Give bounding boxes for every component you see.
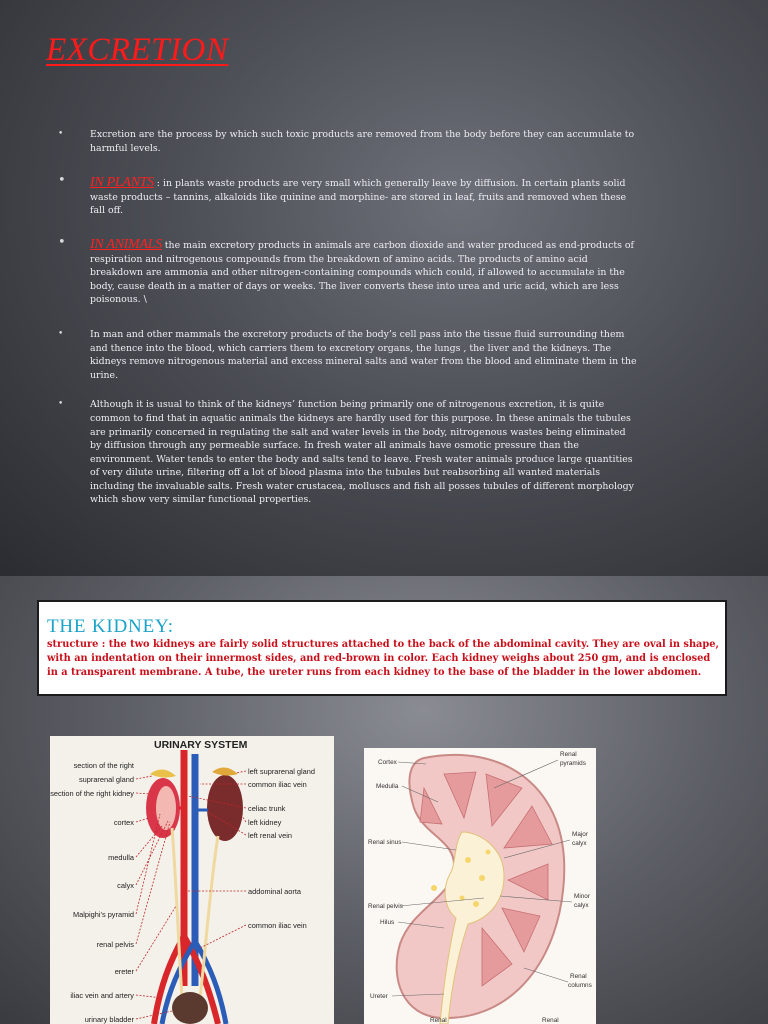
left-suprarenal-shape — [212, 767, 238, 775]
figure-label: iliac vein and artery — [70, 991, 134, 1000]
figure-label: medulla — [108, 853, 134, 862]
left-kidney-shape — [207, 775, 243, 841]
figure-label: cortex — [113, 818, 134, 827]
figure-label: Cortex — [378, 759, 397, 766]
kidney-description: structure : the two kidneys are fairly solid structures attached to the back of the abdominal cavity. They are oval in shape, with an indentation on their innermost sides, and red-brown in color. Each kidney weighs about 250 gm, and is enclosed in a transparent membrane. A tube, the ureter runs from each kidney to the base of the bladder in the lower abdomen. — [47, 639, 719, 678]
slide-kidney — [0, 576, 768, 1024]
right-label-group — [248, 767, 315, 930]
figure-label: left kidney — [248, 818, 282, 827]
figure-label: calyx — [117, 881, 134, 890]
figure-label: section of the right — [73, 761, 134, 770]
figure-label: renal pelvis — [96, 940, 134, 949]
right-suprarenal-shape — [150, 769, 176, 777]
bullet-item — [58, 398, 638, 507]
bullet-item — [58, 234, 638, 307]
figure-label: calyx — [572, 840, 587, 847]
bullet-keyword: IN ANIMALS — [90, 236, 162, 252]
urinary-system-figure — [50, 736, 334, 1024]
kidney-text-box — [37, 600, 727, 696]
urinary-bladder-shape — [172, 992, 208, 1024]
bullet-icon: • — [58, 173, 66, 189]
figure-label: addominal aorta — [248, 887, 302, 896]
figure-label: suprarenal gland — [78, 775, 134, 784]
figure-label: Medulla — [376, 783, 399, 790]
slide-title: EXCRETION — [46, 32, 229, 68]
bullet-icon: • — [58, 399, 64, 410]
bullet-item — [58, 328, 638, 382]
figure-label: Hilus — [380, 919, 395, 926]
bullet-icon: • — [58, 129, 64, 139]
figure-label: Renal — [542, 1017, 559, 1024]
bullet-text: the main excretory products in animals are carbon dioxide and water produced as end-products of respiration and nitrogenous compounds from the breakdown of amino acids. The products of amino acid breakdown are ammonia and other nitrogen-containing compounds which could, if allowed to accumulate in the body, cause death in a matter of days or weeks. The liver converts these into urea and uric acid, which are less poisonous. \ — [90, 239, 635, 306]
figure-label: Minor — [574, 893, 590, 900]
figure-label: Ureter — [370, 993, 388, 1000]
figure-label: section of the right kidney — [50, 789, 134, 798]
figure-label: columns — [568, 982, 592, 989]
bullet-list — [58, 128, 638, 525]
urinary-system-illustration — [50, 736, 334, 1024]
bullet-item — [58, 128, 638, 155]
left-label-group — [50, 761, 135, 1024]
figure-label: left renal vein — [248, 831, 292, 840]
figure-label: Renal — [430, 1017, 447, 1024]
figure-label: ereter — [114, 967, 134, 976]
right-kidney-medulla-shape — [156, 786, 176, 830]
figure-label: urinary bladder — [84, 1015, 134, 1024]
figure-label: common iliac vein — [248, 780, 307, 789]
figure-label: Malpighi's pyramid — [73, 910, 134, 919]
figure-label: calyx — [574, 902, 589, 909]
bullet-icon: • — [58, 328, 64, 339]
bullet-text: : in plants waste products are very small which generally leave by diffusion. In certain plants solid waste products – tannins, alkaloids like quinine and morphine- are stored in leaf, fruits and removed when these fall off. — [90, 178, 627, 217]
figure-label: left suprarenal gland — [248, 767, 315, 776]
figure-title: URINARY SYSTEM — [154, 739, 248, 751]
figure-label: Renal sinus — [368, 839, 402, 846]
bullet-text: In man and other mammals the excretory products of the body’s cell pass into the tissue fluid surrounding them and thence into the blood, which carriers them to excretory organs, the lungs , the liver and the kidneys. The kidneys remove nitrogenous material and excess mineral salts and water from the blood and eliminate them in the urine. — [90, 328, 637, 381]
bullet-icon: • — [58, 234, 66, 250]
figure-label: Major — [572, 831, 588, 838]
kidney-section-illustration — [364, 748, 596, 1024]
figure-label: Renal — [570, 973, 587, 980]
figure-label: pyramids — [560, 760, 586, 767]
bullet-text: Excretion are the process by which such toxic products are removed from the body before they can accumulate to harmful levels. — [90, 129, 635, 154]
figure-label: Renal pelvis — [368, 903, 403, 910]
bullet-item — [58, 173, 638, 218]
kidney-section-figure — [364, 748, 596, 1024]
bullet-text: Although it is usual to think of the kidneys’ function being primarily one of nitrogenous excretion, it is quite common to find that in aquatic animals the kidneys are hardly used for this purpose. In these animals the tubules are primarily concerned in regulating the salt and water levels in the body, nitrogenous wastes being eliminated by diffusion through any permeable surface. In fresh water all animals have osmotic pressure than the environment. Water tends to enter the body and salts tend to leave. Fresh water animals produce large quantities of very dilute urine, filtering off a lot of blood plasma into the tubules but reabsorbing all wanted materials including the invaluable salts. Fresh water crustacea, molluscs and fish all posses tubules of different morphology which show very similar functional properties. — [90, 399, 634, 506]
figure-label: celiac trunk — [248, 804, 286, 813]
figure-label: common iliac vein — [248, 921, 307, 930]
figure-label: Renal — [560, 751, 577, 758]
bullet-keyword: IN PLANTS — [90, 175, 154, 191]
kidney-heading: THE KIDNEY: — [47, 616, 174, 637]
